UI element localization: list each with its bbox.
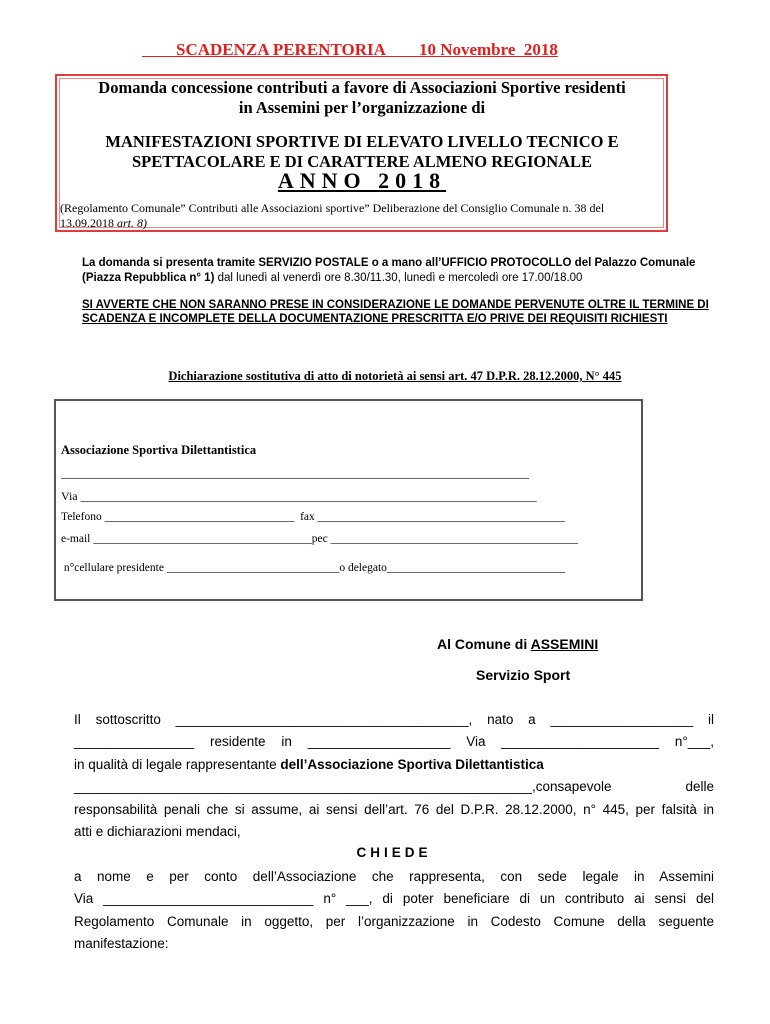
recipient-comune bbox=[437, 636, 598, 652]
body-line-10: manifestazione: bbox=[74, 936, 169, 951]
notice-bold: La domanda si presenta tramite SERVIZIO POSTALE o a mano all’UFFICIO PROTOCOLLO del Palazzo Comunale (Piazza Repubblica n° 1) bbox=[82, 257, 696, 284]
regulation-text: (Regolamento Comunale” Contributi alle Associazioni sportive” Deliberazione del Consiglio Comunale n. 38 del 13.09.2018 bbox=[60, 201, 605, 230]
recipient-prefix: Al Comune di bbox=[437, 636, 531, 652]
warning-text: SI AVVERTE CHE NON SARANNO PRESE IN CONSIDERAZIONE LE DOMANDE PERVENUTE OLTRE IL TERMINE DI SCADENZA E INCOMPLETE DELLA DOCUMENTAZIONE PRESCRITTA E/O PRIVE DEI REQUISITI RICHIESTI bbox=[82, 299, 709, 325]
association-label: Associazione Sportiva Dilettantistica bbox=[61, 443, 257, 457]
body-line-7: a nome e per conto dell’Associazione che rappresenta, con sede legale in Assemini bbox=[74, 869, 714, 884]
email-pec-field[interactable]: e-mail ______________________________________pec ___________________________________________ bbox=[61, 533, 578, 545]
deadline-header bbox=[142, 40, 642, 60]
submission-notice bbox=[82, 256, 722, 286]
body-line-8: Via ____________________________ n° ___, di poter beneficiare di un contributo ai sensi del bbox=[74, 891, 714, 906]
body-line-1: Il sottoscritto _______________________________________, nato a ___________________ il bbox=[74, 712, 714, 727]
body-line-3-bold: dell’Associazione Sportiva Dilettantistica bbox=[280, 757, 544, 772]
title-line-2: in Assemini per l’organizzazione di bbox=[238, 98, 486, 117]
body-line-9: Regolamento Comunale in oggetto, per l’organizzazione in Codesto Comune della seguente bbox=[74, 914, 714, 929]
title-line-3: MANIFESTAZIONI SPORTIVE DI ELEVATO LIVELLO TECNICO E bbox=[105, 132, 619, 151]
declaration-title: Dichiarazione sostitutiva di atto di notorietà ai sensi art. 47 D.P.R. 28.12.2000, N° 445 bbox=[168, 369, 622, 383]
title-line-1-2 bbox=[60, 78, 664, 118]
phone-fax-field[interactable]: Telefono _________________________________ fax ___________________________________________ bbox=[61, 511, 565, 523]
title-line-3-4 bbox=[60, 132, 664, 172]
year-title: ANNO 2018 bbox=[277, 168, 447, 193]
address-field[interactable]: Via ____________________________________________________________________________ bbox=[61, 489, 537, 503]
body-line-4: _____________________________________________________________,consapevole delle bbox=[74, 779, 714, 794]
title-line-4: SPETTACOLARE E DI CARATTERE ALMENO REGIONALE bbox=[131, 152, 593, 171]
recipient-city: ASSEMINI bbox=[530, 636, 599, 652]
body-line-3 bbox=[74, 754, 714, 776]
title-line-1: Domanda concessione contributi a favore di Associazioni Sportive residenti bbox=[98, 78, 626, 97]
recipient-service: Servizio Sport bbox=[476, 667, 571, 683]
body-line-2: ________________ residente in ___________________ Via _____________________ n°___, bbox=[74, 734, 714, 749]
notice-normal: dal lunedì al venerdì ore 8.30/11.30, lunedì e mercoledì ore 17.00/18.00 bbox=[214, 272, 583, 284]
body-line-3-prefix: in qualità di legale rappresentante bbox=[74, 757, 281, 772]
association-name-field[interactable]: ______________________________________________________________________________ bbox=[61, 466, 529, 480]
deadline-label: SCADENZA PERENTORIA bbox=[176, 40, 385, 59]
chiede-heading: CHIEDE bbox=[356, 845, 432, 860]
deadline-date: 10 Novembre 2018 bbox=[418, 40, 558, 59]
body-line-5: responsabilità penali che si assume, ai sensi dell’art. 76 del D.P.R. 28.12.2000, n° 445, per falsità in bbox=[74, 802, 714, 817]
regulation-article: art. 8) bbox=[117, 216, 147, 230]
mobile-field[interactable]: n°cellulare presidente ______________________________o delegato_______________________________ bbox=[61, 562, 566, 574]
body-line-6: atti e dichiarazioni mendaci, bbox=[74, 824, 241, 839]
regulation-reference bbox=[60, 201, 660, 231]
